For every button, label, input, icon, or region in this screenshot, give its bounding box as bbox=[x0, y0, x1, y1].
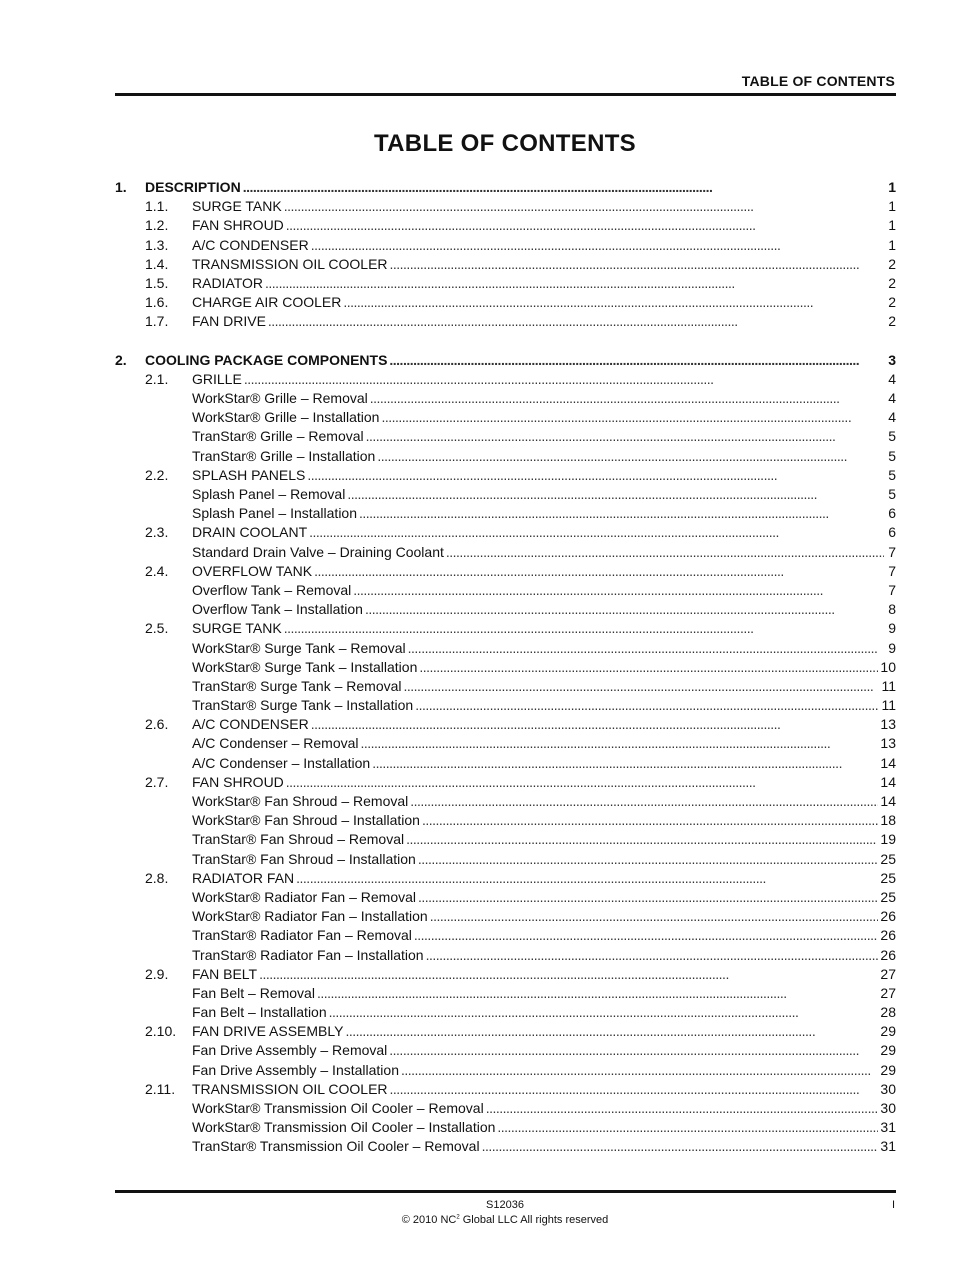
dot-leader bbox=[314, 562, 884, 581]
toc-entry-title: TranStar® Fan Shroud – Installation bbox=[192, 850, 416, 867]
page-number: I bbox=[891, 1199, 895, 1211]
toc-entry-number: 2.1. bbox=[145, 370, 169, 387]
toc-entry[interactable] bbox=[115, 504, 896, 523]
dot-leader bbox=[446, 543, 884, 562]
toc-entry[interactable] bbox=[115, 216, 896, 235]
toc-entry-title: DRAIN COOLANT bbox=[192, 524, 308, 541]
toc-entry-title: FAN DRIVE ASSEMBLY bbox=[192, 1023, 344, 1040]
toc-entry-page: 30 bbox=[880, 1080, 896, 1097]
toc-entry-title: DESCRIPTION bbox=[145, 179, 241, 195]
toc-entry[interactable] bbox=[115, 984, 896, 1003]
toc-entry-page: 4 bbox=[888, 390, 896, 407]
toc-entry-page: 27 bbox=[880, 984, 896, 1001]
dot-leader bbox=[365, 600, 884, 619]
dot-leader bbox=[482, 1137, 879, 1156]
toc-entry[interactable] bbox=[115, 1061, 896, 1080]
dot-leader bbox=[296, 869, 878, 888]
dot-leader bbox=[497, 1118, 878, 1137]
toc-entry-title: Splash Panel – Installation bbox=[192, 505, 357, 522]
dot-leader bbox=[406, 830, 878, 849]
toc-entry-title: A/C CONDENSER bbox=[192, 716, 309, 733]
toc-entry-title: OVERFLOW TANK bbox=[192, 562, 313, 579]
toc-entry-number: 1.7. bbox=[145, 313, 169, 330]
dot-leader bbox=[244, 370, 884, 389]
toc-entry-page: 4 bbox=[888, 370, 896, 387]
dot-leader bbox=[486, 1099, 879, 1118]
toc-entry-number: 2.3. bbox=[145, 524, 169, 541]
toc-entry-title: WorkStar® Radiator Fan – Removal bbox=[192, 888, 417, 905]
toc-entry-page: 13 bbox=[880, 735, 896, 752]
toc-entry-page: 8 bbox=[888, 601, 896, 618]
toc-entry-title: RADIATOR FAN bbox=[192, 869, 295, 886]
toc-entry[interactable] bbox=[115, 677, 896, 696]
toc-entry-page: 2 bbox=[888, 294, 896, 311]
dot-leader bbox=[426, 946, 879, 965]
dot-leader bbox=[343, 293, 884, 312]
toc-entry[interactable] bbox=[115, 178, 896, 197]
dot-leader bbox=[265, 274, 884, 293]
toc-entry-page: 1 bbox=[888, 179, 896, 195]
toc-entry-page: 14 bbox=[880, 773, 896, 790]
toc-entry-title: CHARGE AIR COOLER bbox=[192, 294, 342, 311]
toc-entry-number: 2. bbox=[115, 351, 127, 368]
toc-entry-page: 9 bbox=[888, 639, 896, 656]
toc-entry-title: TRANSMISSION OIL COOLER bbox=[192, 1080, 388, 1097]
dot-leader bbox=[408, 639, 884, 658]
toc-entry[interactable] bbox=[115, 197, 896, 216]
toc-entry-title: A/C Condenser – Installation bbox=[192, 754, 371, 771]
dot-leader bbox=[404, 677, 880, 696]
dot-leader bbox=[418, 850, 879, 869]
toc-entry[interactable] bbox=[115, 523, 896, 542]
dot-leader bbox=[372, 754, 878, 773]
toc-entry-page: 7 bbox=[888, 562, 896, 579]
toc-entry-title: WorkStar® Grille – Removal bbox=[192, 390, 368, 407]
toc-entry[interactable] bbox=[115, 830, 896, 849]
toc-entry-page: 6 bbox=[888, 524, 896, 541]
toc-entry[interactable] bbox=[115, 619, 896, 638]
toc-entry-page: 1 bbox=[888, 236, 896, 253]
toc-entry-title: TranStar® Surge Tank – Installation bbox=[192, 697, 414, 714]
toc-entry-title: Splash Panel – Removal bbox=[192, 486, 346, 502]
dot-leader bbox=[361, 734, 879, 753]
dot-leader bbox=[243, 178, 884, 197]
dot-leader bbox=[353, 581, 884, 600]
toc-entry-title: WorkStar® Transmission Oil Cooler – Removal bbox=[192, 1100, 484, 1116]
toc-entry[interactable] bbox=[115, 351, 896, 370]
toc-entry[interactable] bbox=[115, 1080, 896, 1099]
toc-entry[interactable] bbox=[115, 236, 896, 255]
dot-leader bbox=[390, 255, 884, 274]
toc-entry[interactable] bbox=[115, 907, 896, 926]
toc-entry[interactable] bbox=[115, 447, 896, 466]
toc-entry[interactable] bbox=[115, 869, 896, 888]
toc-entry[interactable] bbox=[115, 408, 896, 427]
toc-entry-title: WorkStar® Grille – Installation bbox=[192, 409, 380, 426]
dot-leader bbox=[317, 984, 878, 1003]
toc-entry-page: 25 bbox=[880, 850, 896, 867]
toc-entry-title: TranStar® Grille – Installation bbox=[192, 447, 376, 464]
toc-entry[interactable] bbox=[115, 850, 896, 869]
toc-entry-page: 27 bbox=[880, 965, 896, 982]
dot-leader bbox=[414, 926, 879, 945]
toc-entry-page: 11 bbox=[881, 697, 896, 714]
toc-entry[interactable] bbox=[115, 715, 896, 734]
toc-entry[interactable] bbox=[115, 946, 896, 965]
toc-entry-title: TranStar® Fan Shroud – Removal bbox=[192, 831, 405, 848]
toc-entry[interactable] bbox=[115, 639, 896, 658]
dot-leader bbox=[309, 523, 884, 542]
toc-entry[interactable] bbox=[115, 389, 896, 408]
dot-leader bbox=[381, 408, 884, 427]
dot-leader bbox=[415, 696, 879, 715]
toc-entry-page: 29 bbox=[880, 1023, 896, 1040]
toc-entry-number: 1.4. bbox=[145, 255, 169, 272]
toc-entry-page: 5 bbox=[888, 428, 896, 445]
dot-leader bbox=[389, 351, 884, 370]
toc-entry-number: 1.2. bbox=[145, 217, 169, 234]
toc-entry[interactable] bbox=[115, 734, 896, 753]
toc-entry-title: Overflow Tank – Removal bbox=[192, 581, 352, 598]
toc-entry-number: 2.10. bbox=[145, 1023, 177, 1040]
toc-entry-number: 2.4. bbox=[145, 562, 169, 579]
page-title: TABLE OF CONTENTS bbox=[374, 130, 636, 157]
document-id: S12036 bbox=[486, 1199, 524, 1211]
toc-entry-page: 29 bbox=[880, 1061, 896, 1078]
dot-leader bbox=[311, 715, 879, 734]
toc-entry-page: 31 bbox=[880, 1138, 896, 1155]
dot-leader bbox=[389, 1041, 878, 1060]
toc-entry-number: 1.5. bbox=[145, 274, 169, 291]
dot-leader bbox=[401, 1061, 878, 1080]
toc-entry-title: SURGE TANK bbox=[192, 620, 282, 637]
dot-leader bbox=[377, 447, 884, 466]
toc-entry[interactable] bbox=[115, 1099, 896, 1118]
dot-leader bbox=[422, 811, 878, 830]
toc-entry-number: 2.8. bbox=[145, 869, 169, 886]
dot-leader bbox=[268, 312, 884, 331]
toc-entry-title: FAN SHROUD bbox=[192, 217, 284, 234]
toc-entry-title: WorkStar® Radiator Fan – Installation bbox=[192, 908, 428, 925]
toc-entry-page: 25 bbox=[880, 888, 896, 905]
toc-entry-page: 1 bbox=[888, 217, 896, 234]
toc-entry-page: 29 bbox=[880, 1042, 896, 1059]
toc-entry-title: SURGE TANK bbox=[192, 198, 282, 215]
toc-entry[interactable] bbox=[115, 754, 896, 773]
toc-entry[interactable] bbox=[115, 427, 896, 446]
toc-entry-title: A/C CONDENSER bbox=[192, 236, 309, 253]
toc-entry-number: 2.6. bbox=[145, 716, 169, 733]
dot-leader bbox=[311, 236, 884, 255]
toc-entry-page: 7 bbox=[888, 543, 896, 560]
copyright-suffix: Global LLC All rights reserved bbox=[459, 1214, 609, 1226]
dot-leader bbox=[284, 197, 884, 216]
toc-entry-title: Overflow Tank – Installation bbox=[192, 601, 363, 618]
dot-leader bbox=[410, 792, 878, 811]
dot-leader bbox=[347, 485, 884, 504]
toc-entry-title: TranStar® Radiator Fan – Installation bbox=[192, 946, 424, 963]
toc-entry[interactable] bbox=[115, 1137, 896, 1156]
toc-entry-title: Fan Belt – Removal bbox=[192, 984, 315, 1001]
toc-entry-title: FAN SHROUD bbox=[192, 773, 284, 790]
toc-entry-title: TranStar® Transmission Oil Cooler – Removal bbox=[192, 1138, 480, 1155]
toc-entry-page: 18 bbox=[880, 812, 896, 829]
dot-leader bbox=[284, 619, 884, 638]
toc-entry-page: 6 bbox=[888, 505, 896, 522]
toc-entry[interactable] bbox=[115, 1118, 896, 1137]
toc-entry-page: 13 bbox=[880, 716, 896, 733]
toc-entry[interactable] bbox=[115, 888, 896, 907]
toc-entry-title: SPLASH PANELS bbox=[192, 466, 306, 483]
toc-entry[interactable] bbox=[115, 562, 896, 581]
toc-entry[interactable] bbox=[115, 773, 896, 792]
toc-entry-page: 26 bbox=[880, 908, 896, 925]
toc-entry-page: 14 bbox=[880, 793, 896, 809]
toc-entry-page: 19 bbox=[880, 831, 896, 848]
copyright-prefix: © 2010 NC bbox=[401, 1214, 457, 1226]
dot-leader bbox=[390, 1080, 879, 1099]
dot-leader bbox=[329, 1003, 879, 1022]
toc-entry-title: Fan Belt – Installation bbox=[192, 1004, 327, 1021]
toc-entry[interactable] bbox=[115, 485, 896, 504]
toc-entry-title: WorkStar® Fan Shroud – Removal bbox=[192, 793, 409, 809]
toc-entry-title: WorkStar® Fan Shroud – Installation bbox=[192, 812, 420, 829]
toc-entry-page: 5 bbox=[888, 447, 896, 464]
toc-entry-title: RADIATOR bbox=[192, 274, 264, 291]
toc-entry-page: 26 bbox=[880, 927, 896, 944]
toc-entry-page: 11 bbox=[881, 677, 896, 694]
toc-entry[interactable] bbox=[115, 293, 896, 312]
toc-entry-number: 1.3. bbox=[145, 236, 169, 253]
toc-entry[interactable] bbox=[115, 965, 896, 984]
toc-entry[interactable] bbox=[115, 274, 896, 293]
toc-entry-page: 31 bbox=[880, 1119, 896, 1136]
dot-leader bbox=[286, 773, 879, 792]
toc-entry-title: TranStar® Grille – Removal bbox=[192, 428, 364, 445]
toc-entry[interactable] bbox=[115, 466, 896, 485]
dot-leader bbox=[370, 389, 884, 408]
copyright-superscript: 2 bbox=[456, 1214, 460, 1221]
toc-entry[interactable] bbox=[115, 255, 896, 274]
toc-entry-page: 2 bbox=[888, 274, 896, 291]
footer-divider bbox=[115, 1190, 896, 1193]
toc-entry[interactable] bbox=[115, 312, 896, 331]
header-title: TABLE OF CONTENTS bbox=[741, 73, 895, 89]
toc-entry[interactable] bbox=[115, 1003, 896, 1022]
toc-entry-title: GRILLE bbox=[192, 370, 242, 387]
toc-entry-page: 25 bbox=[880, 869, 896, 886]
toc-entry-number: 2.7. bbox=[145, 773, 169, 790]
toc-entry-title: Standard Drain Valve – Draining Coolant bbox=[192, 543, 444, 560]
toc-entry-page: 5 bbox=[888, 466, 896, 483]
toc-entry-title: WorkStar® Surge Tank – Installation bbox=[192, 658, 418, 675]
toc-entry[interactable] bbox=[115, 370, 896, 389]
toc-entry-title: FAN BELT bbox=[192, 965, 258, 982]
toc-entry-number: 1. bbox=[115, 179, 127, 195]
dot-leader bbox=[418, 888, 878, 907]
toc-entry-number: 1.1. bbox=[145, 198, 169, 215]
header-divider bbox=[115, 93, 896, 96]
toc-entry[interactable] bbox=[115, 926, 896, 945]
dot-leader bbox=[366, 427, 884, 446]
toc-entry-title: TranStar® Radiator Fan – Removal bbox=[192, 927, 412, 944]
dot-leader bbox=[286, 216, 884, 235]
toc-entry[interactable] bbox=[115, 792, 896, 811]
toc-entry-page: 5 bbox=[888, 486, 896, 502]
copyright-notice bbox=[0, 1214, 979, 1226]
toc-entry-page: 4 bbox=[888, 409, 896, 426]
toc-entry-title: WorkStar® Surge Tank – Removal bbox=[192, 639, 406, 656]
toc-entry-title: Fan Drive Assembly – Removal bbox=[192, 1042, 388, 1059]
toc-entry[interactable] bbox=[115, 658, 896, 677]
toc-entry-title: TRANSMISSION OIL COOLER bbox=[192, 255, 388, 272]
toc-entry-page: 14 bbox=[880, 754, 896, 771]
dot-leader bbox=[430, 907, 879, 926]
toc-entry-page: 30 bbox=[880, 1100, 896, 1116]
toc-entry[interactable] bbox=[115, 1041, 896, 1060]
toc-entry-number: 1.6. bbox=[145, 294, 169, 311]
toc-entry-number: 2.11. bbox=[145, 1080, 176, 1097]
toc-entry[interactable] bbox=[115, 543, 896, 562]
dot-leader bbox=[307, 466, 884, 485]
table-of-contents bbox=[115, 178, 896, 1157]
dot-leader bbox=[419, 658, 878, 677]
toc-entry-page: 3 bbox=[888, 351, 896, 368]
dot-leader bbox=[359, 504, 884, 523]
toc-entry-title: Fan Drive Assembly – Installation bbox=[192, 1061, 399, 1078]
toc-entry-title: FAN DRIVE bbox=[192, 313, 266, 330]
toc-entry-title: COOLING PACKAGE COMPONENTS bbox=[145, 351, 388, 368]
toc-entry-number: 2.5. bbox=[145, 620, 169, 637]
toc-entry-page: 26 bbox=[880, 946, 896, 963]
toc-entry[interactable] bbox=[115, 581, 896, 600]
toc-entry-page: 9 bbox=[888, 620, 896, 637]
toc-entry-page: 28 bbox=[880, 1004, 896, 1021]
toc-entry-page: 2 bbox=[888, 313, 896, 330]
toc-entry-title: A/C Condenser – Removal bbox=[192, 735, 359, 752]
toc-entry-page: 7 bbox=[888, 581, 896, 598]
toc-entry-page: 10 bbox=[880, 658, 896, 675]
toc-entry-number: 2.2. bbox=[145, 466, 169, 483]
toc-entry[interactable] bbox=[115, 696, 896, 715]
toc-entry-page: 1 bbox=[888, 198, 896, 215]
toc-entry[interactable] bbox=[115, 600, 896, 619]
toc-entry-title: TranStar® Surge Tank – Removal bbox=[192, 677, 402, 694]
toc-entry[interactable] bbox=[115, 811, 896, 830]
toc-entry-number: 2.9. bbox=[145, 965, 169, 982]
dot-leader bbox=[259, 965, 878, 984]
toc-entry-title: WorkStar® Transmission Oil Cooler – Installation bbox=[192, 1119, 496, 1136]
dot-leader bbox=[345, 1022, 878, 1041]
toc-entry-page: 2 bbox=[888, 255, 896, 272]
toc-entry[interactable] bbox=[115, 1022, 896, 1041]
